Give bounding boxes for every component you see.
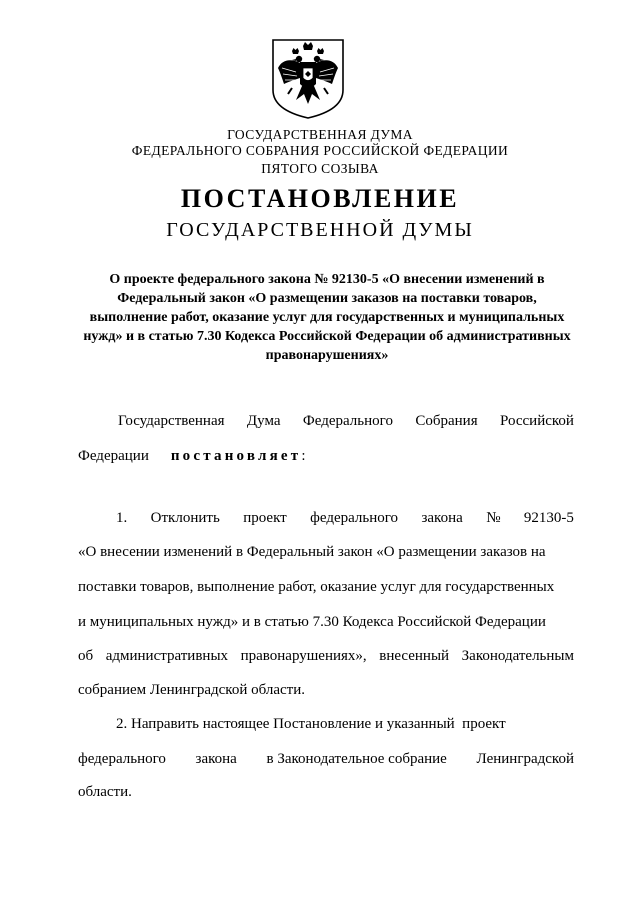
- item2-line-2: [78, 749, 574, 769]
- parliament-name: ГОСУДАРСТВЕННАЯ ДУМА: [227, 127, 413, 142]
- preamble-word: Федерального: [302, 413, 393, 429]
- item1-line-5: [78, 646, 574, 666]
- item1-number: 1.: [116, 510, 128, 526]
- item2-word: Ленинградской: [476, 751, 574, 767]
- item1-word: проект: [243, 510, 287, 526]
- item2-word: в Законодательное собрание: [266, 751, 447, 767]
- preamble-word: Российской: [500, 413, 574, 429]
- item2-line-1: 2. Направить настоящее Постановление и указанный проект: [116, 716, 506, 732]
- item1-line-2: «О внесении изменений в Федеральный закон «О размещении заказов на: [78, 544, 546, 560]
- resolution-verb: постановляет: [170, 448, 302, 464]
- preamble-line-1: [118, 411, 574, 431]
- item2-word: закона: [195, 751, 237, 767]
- preamble-word: Государственная: [118, 413, 225, 429]
- preamble-word: Дума: [246, 413, 281, 429]
- preamble-line-2: [78, 446, 574, 466]
- item1-word: закона: [421, 510, 463, 526]
- item1-word: об: [78, 648, 94, 664]
- item1-word: правонарушениях»,: [240, 648, 367, 664]
- item1-word: федерального: [310, 510, 399, 526]
- item1-word: 92130-5: [523, 510, 574, 526]
- item1-line-4: и муниципальных нужд» и в статью 7.30 Кодекса Российской Федерации: [78, 614, 546, 630]
- assembly-name: ФЕДЕРАЛЬНОГО СОБРАНИЯ РОССИЙСКОЙ ФЕДЕРАЦИИ: [131, 143, 509, 158]
- preamble-word: Собрания: [415, 413, 478, 429]
- item1-word: Отклонить: [150, 510, 220, 526]
- item1-line-1: [116, 508, 574, 528]
- item2-word: федерального: [78, 751, 166, 767]
- document-issuer-title: ГОСУДАРСТВЕННОЙ ДУМЫ: [166, 219, 474, 241]
- item1-line-6: собранием Ленинградской области.: [78, 682, 306, 698]
- convocation: ПЯТОГО СОЗЫВА: [261, 161, 379, 176]
- item1-word: Законодательным: [461, 648, 574, 664]
- item2-line-3: области.: [78, 784, 132, 800]
- document-subject: О проекте федерального закона № 92130-5 «О внесении изменений в Федеральный закон «О размещении заказов на поставки товаров, выполнение работ, оказание услуг для государственных и муниципальных нужд» и в статью 7.30 Кодекса Российской Федерации об административных правонарушениях»: [83, 272, 571, 363]
- item1-word: административных: [105, 648, 229, 664]
- preamble-word: Федерации: [78, 448, 149, 464]
- item1-line-3: поставки товаров, выполнение работ, оказание услуг для государственных: [78, 579, 555, 595]
- preamble-colon: :: [301, 448, 306, 464]
- item1-word: №: [486, 510, 501, 526]
- document-type-title: ПОСТАНОВЛЕНИЕ: [180, 184, 460, 213]
- item1-word: внесенный: [379, 648, 450, 664]
- coat-of-arms-icon: [270, 38, 346, 120]
